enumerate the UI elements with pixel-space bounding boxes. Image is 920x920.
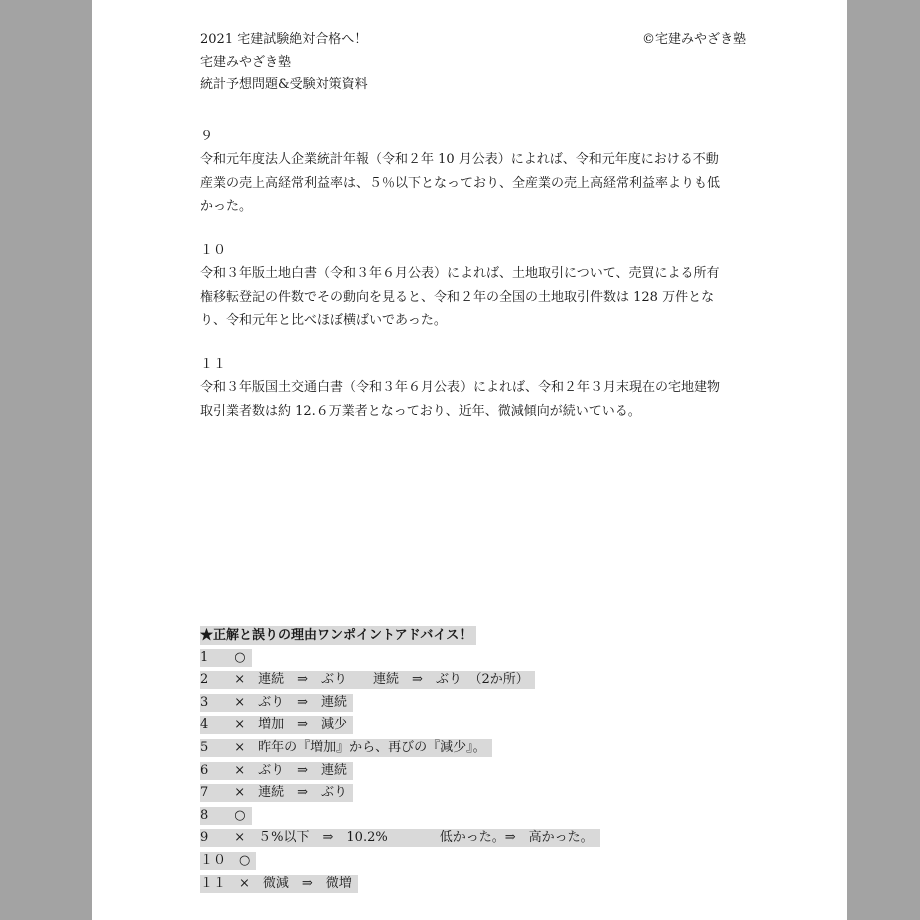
- answer-text: 7 × 連続 ⇒ ぶり: [200, 784, 353, 802]
- answer-row: [200, 875, 600, 898]
- page-content: [200, 29, 760, 423]
- question-11: [200, 353, 760, 424]
- answer-row: [200, 649, 600, 672]
- answer-row: [200, 739, 600, 762]
- answer-row: [200, 762, 600, 785]
- answer-text: １１ × 微減 ⇒ 微増: [200, 875, 358, 893]
- document-header: [200, 29, 760, 97]
- question-10: [200, 239, 760, 333]
- answer-text: 5 × 昨年の『増加』から、再びの『減少』。: [200, 739, 492, 757]
- question-9: [200, 125, 760, 219]
- answer-text: 1 ○: [200, 649, 252, 667]
- answer-row: [200, 852, 600, 875]
- answer-row: [200, 671, 600, 694]
- question-number: １１: [200, 356, 227, 372]
- answer-row: [200, 807, 600, 830]
- answer-text: 2 × 連続 ⇒ ぶり 連続 ⇒ ぶり （2か所）: [200, 671, 535, 689]
- copyright-notice: ©宅建みやざき塾: [641, 32, 746, 47]
- answer-section: [200, 626, 600, 897]
- question-number: １０: [200, 242, 227, 258]
- header-school-name: 宅建みやざき塾: [200, 54, 292, 70]
- header-subtitle: 統計予想問題&受験対策資料: [200, 77, 368, 92]
- answer-text: 9 × ５%以下 ⇒ 10.2% 低かった。⇒ 高かった。: [200, 829, 600, 847]
- answer-row: [200, 694, 600, 717]
- question-number: ９: [200, 128, 214, 144]
- question-line: 令和３年版国土交通白書（令和３年６月公表）によれば、令和２年３月末現在の宅地建物: [200, 380, 721, 395]
- question-line: 権移転登記の件数でその動向を見ると、令和２年の全国の土地取引件数は 128 万件とな: [200, 289, 715, 305]
- answer-text: １０ ○: [200, 852, 256, 870]
- answer-text: 8 ○: [200, 807, 252, 825]
- header-title: 2021 宅建試験絶対合格へ！: [200, 32, 368, 47]
- document-page: [92, 0, 847, 920]
- question-line: 産業の売上高経常利益率は、５％以下となっており、全産業の売上高経常利益率よりも低: [200, 175, 721, 191]
- answer-section-title: ★正解と誤りの理由ワンポイントアドバイス！: [200, 626, 476, 645]
- answer-row: [200, 784, 600, 807]
- answer-text: 3 × ぶり ⇒ 連続: [200, 694, 353, 712]
- answer-text: 4 × 増加 ⇒ 減少: [200, 716, 353, 734]
- question-line: かった。: [200, 199, 253, 214]
- question-line: り、令和元年と比べほぼ横ばいであった。: [200, 313, 447, 328]
- question-line: 令和３年版土地白書（令和３年６月公表）によれば、土地取引について、売買による所有: [200, 266, 720, 281]
- answer-row: [200, 829, 600, 852]
- question-line: 取引業者数は約 12.６万業者となっており、近年、微減傾向が続いている。: [200, 403, 641, 419]
- answer-text: 6 × ぶり ⇒ 連続: [200, 762, 353, 780]
- question-line: 令和元年度法人企業統計年報（令和２年 10 月公表）によれば、令和元年度における不動: [200, 152, 719, 167]
- answer-row: [200, 716, 600, 739]
